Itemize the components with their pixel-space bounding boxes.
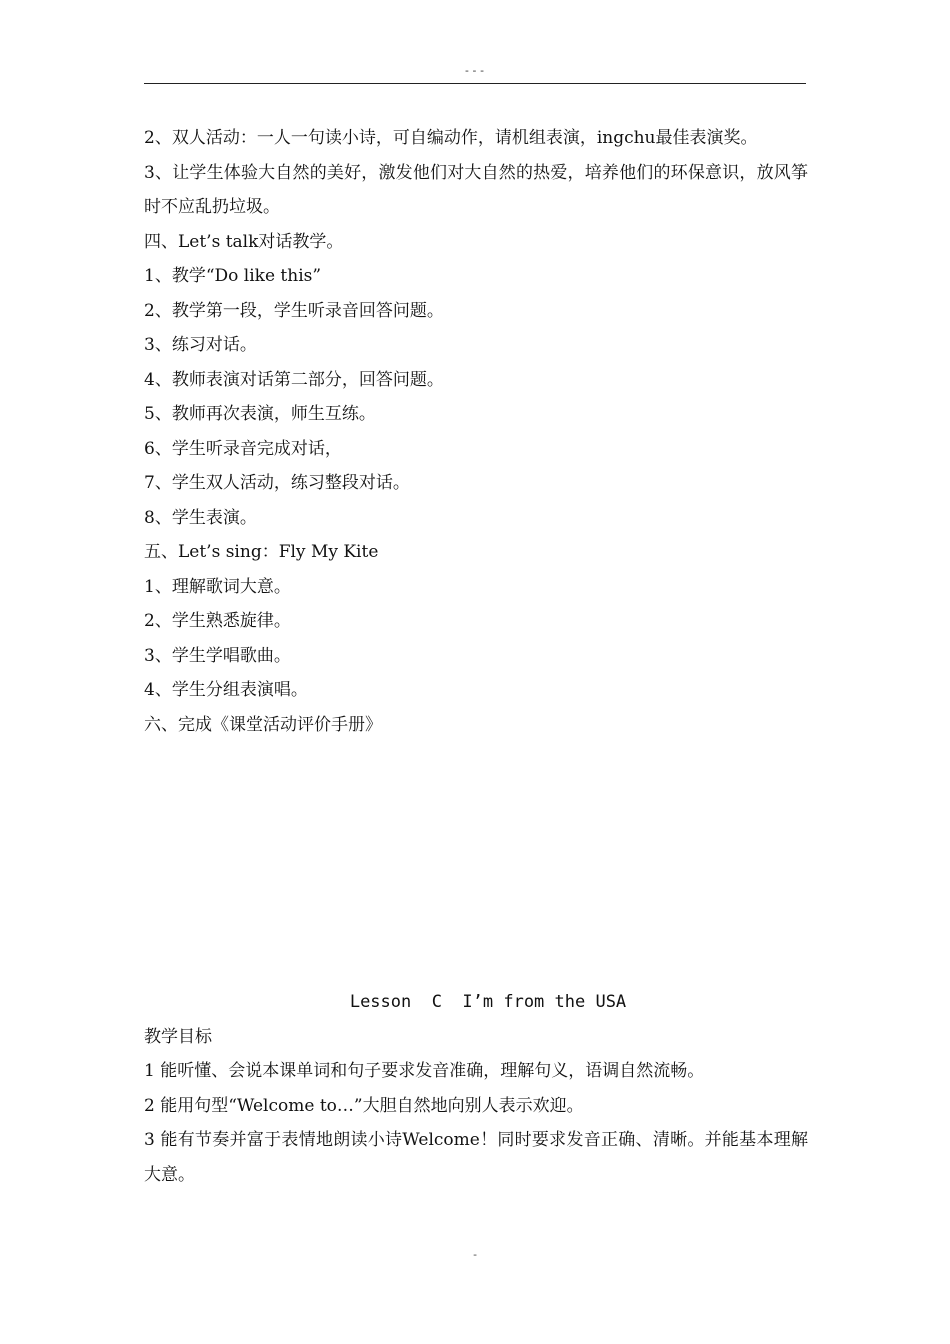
body-line: 1、理解歌词大意。 bbox=[144, 576, 291, 597]
body-line: 4、教师表演对话第二部分，回答问题。 bbox=[144, 369, 444, 390]
body-line: 8、学生表演。 bbox=[144, 507, 257, 528]
document-body bbox=[144, 121, 808, 742]
body-line: 3、练习对话。 bbox=[144, 335, 257, 355]
body-line: 2、教学第一段，学生听录音回答问题。 bbox=[144, 300, 444, 321]
body-line: 2、双人活动：一人一句读小诗，可自编动作，请机组表演，ingchu最佳表演奖。 bbox=[144, 128, 758, 148]
page-header-mark: --- bbox=[463, 64, 487, 77]
lesson-title: Lesson C I’m from the USA bbox=[349, 992, 627, 1012]
lesson-section bbox=[144, 985, 808, 1192]
objectives-heading: 教学目标 bbox=[144, 1026, 212, 1047]
page-footer-mark: - bbox=[471, 1248, 479, 1261]
body-line: 3、学生学唱歌曲。 bbox=[144, 645, 291, 666]
body-line: 6、学生听录音完成对话， bbox=[144, 438, 342, 459]
body-line: 3、让学生体验大自然的美好，激发他们对大自然的热爱，培养他们的环保意识，放风筝时不应乱扔垃圾。 bbox=[144, 162, 808, 217]
header-rule bbox=[144, 83, 806, 84]
objective-item: 2 能用句型“Welcome to…”大胆自然地向别人表示欢迎。 bbox=[144, 1095, 584, 1116]
objective-item: 3 能有节奏并富于表情地朗读小诗Welcome！同时要求发音正确、清晰。并能基本理解大意。 bbox=[144, 1130, 808, 1185]
body-line: 1、教学“Do like this” bbox=[144, 266, 322, 286]
section-heading: 六、完成《课堂活动评价手册》 bbox=[144, 714, 382, 735]
body-line: 5、教师再次表演，师生互练。 bbox=[144, 404, 376, 424]
objective-item: 1 能听懂、会说本课单词和句子要求发音准确，理解句义，语调自然流畅。 bbox=[144, 1061, 705, 1081]
body-line: 4、学生分组表演唱。 bbox=[144, 680, 308, 700]
section-heading: 四、Let’s talk对话教学。 bbox=[144, 231, 344, 252]
section-heading: 五、Let’s sing：Fly My Kite bbox=[144, 542, 379, 562]
body-line: 2、学生熟悉旋律。 bbox=[144, 611, 291, 631]
body-line: 7、学生双人活动，练习整段对话。 bbox=[144, 473, 410, 493]
